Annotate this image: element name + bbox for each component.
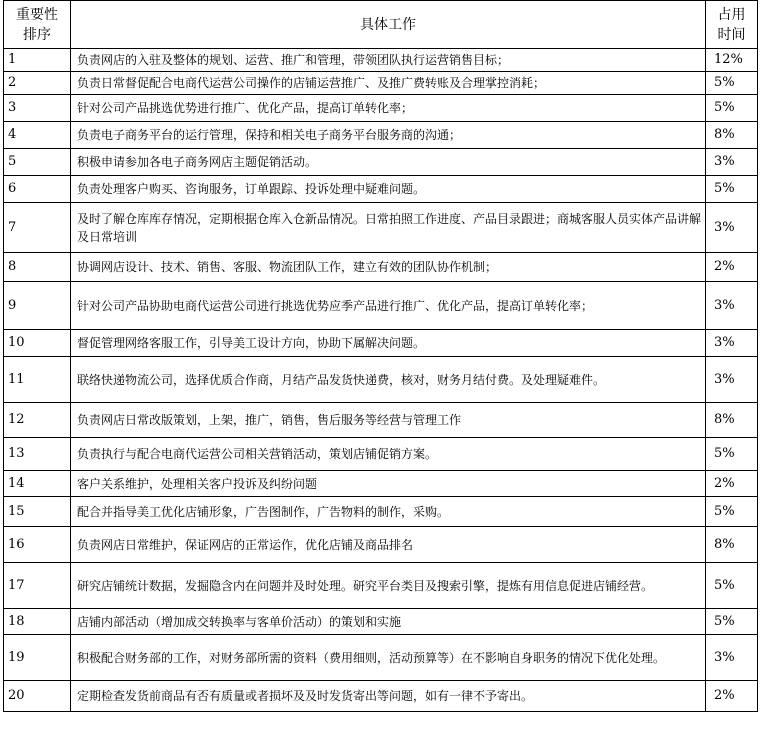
table-row — [4, 681, 758, 712]
table-row — [4, 203, 758, 253]
table-row — [4, 176, 758, 203]
rank-cell: 2 — [4, 72, 71, 95]
share-cell: 5% — [706, 497, 758, 527]
task-cell: 店铺内部活动（增加成交转换率与客单价活动）的策划和实施 — [71, 609, 706, 635]
rank-cell: 11 — [4, 357, 71, 403]
table-row — [4, 403, 758, 438]
share-cell: 3% — [706, 149, 758, 176]
task-cell: 针对公司产品挑选优势进行推广、优化产品，提高订单转化率； — [71, 95, 706, 122]
task-cell: 协调网店设计、技术、销售、客服、物流团队工作，建立有效的团队协作机制； — [71, 253, 706, 282]
task-cell: 针对公司产品协助电商代运营公司进行挑选优势应季产品进行推广、优化产品，提高订单转化率； — [71, 282, 706, 330]
header-share — [706, 1, 758, 49]
share-cell: 8% — [706, 122, 758, 149]
share-cell: 5% — [706, 95, 758, 122]
table-row — [4, 282, 758, 330]
table-row — [4, 253, 758, 282]
share-cell: 3% — [706, 282, 758, 330]
rank-cell: 13 — [4, 438, 71, 471]
share-cell: 8% — [706, 527, 758, 563]
work-allocation-table — [3, 0, 758, 712]
header-task — [71, 1, 706, 49]
table-row — [4, 609, 758, 635]
table-row — [4, 497, 758, 527]
rank-cell: 17 — [4, 563, 71, 609]
header-share-label: 占用 时间 — [717, 6, 746, 43]
table-row — [4, 95, 758, 122]
task-cell: 督促管理网络客服工作，引导美工设计方向，协助下属解决问题。 — [71, 330, 706, 357]
header-rank-label: 重要性 排序 — [16, 6, 58, 43]
task-cell: 负责处理客户购买、咨询服务，订单跟踪、投诉处理中疑难问题。 — [71, 176, 706, 203]
rank-cell: 15 — [4, 497, 71, 527]
rank-cell: 12 — [4, 403, 71, 438]
table-row — [4, 563, 758, 609]
task-cell: 定期检查发货前商品有否有质量或者损坏及及时发货寄出等问题，如有一律不予寄出。 — [71, 681, 706, 712]
task-cell: 负责网店日常改版策划，上架，推广，销售，售后服务等经营与管理工作 — [71, 403, 706, 438]
share-cell: 5% — [706, 72, 758, 95]
share-cell: 5% — [706, 438, 758, 471]
task-cell: 负责执行与配合电商代运营公司相关营销活动，策划店铺促销方案。 — [71, 438, 706, 471]
rank-cell: 6 — [4, 176, 71, 203]
rank-cell: 14 — [4, 471, 71, 497]
rank-cell: 16 — [4, 527, 71, 563]
rank-cell: 9 — [4, 282, 71, 330]
share-cell: 3% — [706, 203, 758, 253]
task-cell: 积极配合财务部的工作，对财务部所需的资料（费用细则，活动预算等）在不影响自身职务的情况下优化处理。 — [71, 635, 706, 681]
rank-cell: 8 — [4, 253, 71, 282]
share-cell: 2% — [706, 253, 758, 282]
header-row — [4, 1, 758, 49]
header-task-label: 具体工作 — [360, 16, 416, 33]
task-cell: 及时了解仓库库存情况，定期根据仓库入仓新品情况。日常拍照工作进度、产品目录跟进；商城客服人员实体产品讲解及日常培训 — [71, 203, 706, 253]
table-row — [4, 635, 758, 681]
rank-cell: 10 — [4, 330, 71, 357]
share-cell: 8% — [706, 403, 758, 438]
rank-cell: 7 — [4, 203, 71, 253]
share-cell: 5% — [706, 563, 758, 609]
share-cell: 3% — [706, 357, 758, 403]
share-cell: 3% — [706, 635, 758, 681]
table-row — [4, 122, 758, 149]
rank-cell: 20 — [4, 681, 71, 712]
rank-cell: 3 — [4, 95, 71, 122]
rank-cell: 1 — [4, 49, 71, 72]
table-row — [4, 471, 758, 497]
task-cell: 联络快递物流公司，选择优质合作商，月结产品发货快递费，核对，财务月结付费。及处理疑难件。 — [71, 357, 706, 403]
task-cell: 积极申请参加各电子商务网店主题促销活动。 — [71, 149, 706, 176]
table-row — [4, 49, 758, 72]
share-cell: 2% — [706, 681, 758, 712]
share-cell: 12% — [706, 49, 758, 72]
task-cell: 负责电子商务平台的运行管理，保持和相关电子商务平台服务商的沟通； — [71, 122, 706, 149]
header-rank — [4, 1, 71, 49]
rank-cell: 19 — [4, 635, 71, 681]
table-row — [4, 438, 758, 471]
task-cell: 负责日常督促配合电商代运营公司操作的店铺运营推广、及推广费转账及合理掌控消耗； — [71, 72, 706, 95]
share-cell: 5% — [706, 176, 758, 203]
rank-cell: 4 — [4, 122, 71, 149]
task-cell: 负责网店日常维护，保证网店的正常运作，优化店铺及商品排名 — [71, 527, 706, 563]
rank-cell: 18 — [4, 609, 71, 635]
table-row — [4, 357, 758, 403]
table-row — [4, 72, 758, 95]
task-cell: 研究店铺统计数据，发掘隐含内在问题并及时处理。研究平台类目及搜索引擎，提炼有用信息促进店铺经营。 — [71, 563, 706, 609]
table-row — [4, 527, 758, 563]
share-cell: 5% — [706, 609, 758, 635]
task-cell: 负责网店的入驻及整体的规划、运营、推广和管理，带领团队执行运营销售目标； — [71, 49, 706, 72]
share-cell: 2% — [706, 471, 758, 497]
table-row — [4, 149, 758, 176]
task-cell: 客户关系维护，处理相关客户投诉及纠纷问题 — [71, 471, 706, 497]
rank-cell: 5 — [4, 149, 71, 176]
table-row — [4, 330, 758, 357]
task-cell: 配合并指导美工优化店铺形象，广告图制作，广告物料的制作，采购。 — [71, 497, 706, 527]
share-cell: 3% — [706, 330, 758, 357]
